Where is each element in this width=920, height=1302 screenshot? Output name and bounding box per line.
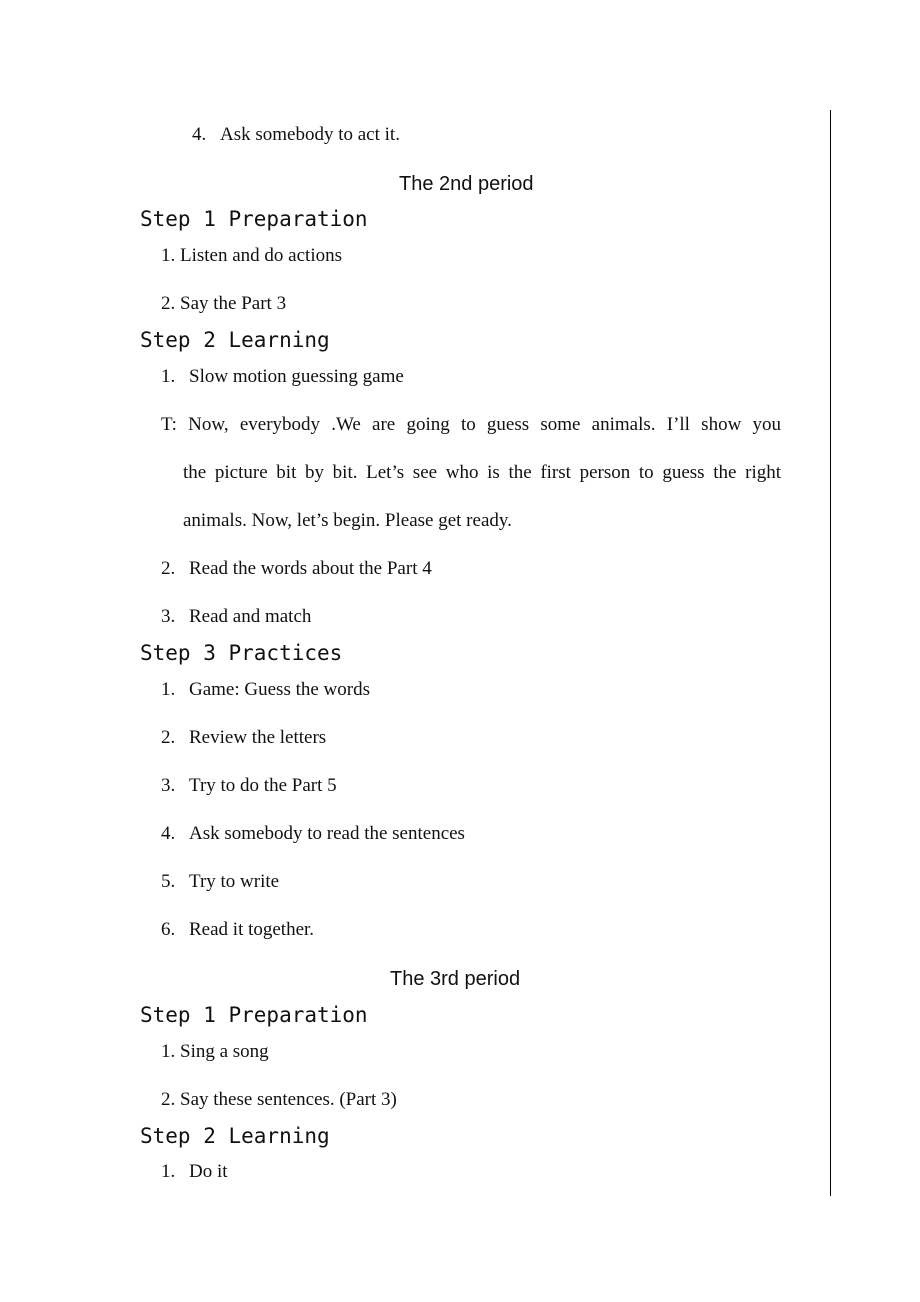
list-item <box>161 1161 228 1183</box>
item-number: 2. <box>161 727 176 748</box>
list-item <box>161 558 432 580</box>
list-item <box>161 679 370 701</box>
list-item <box>192 124 400 146</box>
item-text: Read and match <box>189 606 312 627</box>
item-text: Read it together. <box>189 919 315 940</box>
item-text: Game: Guess the words <box>189 679 370 700</box>
list-item <box>161 775 337 797</box>
dialog-line: T: Now, everybody .We are going to guess some animals. I’ll show you <box>161 414 781 435</box>
step-heading: Step 2 Learning <box>140 328 330 352</box>
item-number: 1. <box>161 366 176 387</box>
list-item <box>161 366 404 388</box>
step-heading: Step 1 Preparation <box>140 1003 368 1027</box>
list-item <box>161 823 465 845</box>
list-item <box>161 919 314 941</box>
dialog-line: the picture bit by bit. Let’s see who is the first person to guess the right <box>183 462 781 483</box>
dialog-line: animals. Now, let’s begin. Please get ready. <box>183 510 512 531</box>
item-number: 4. <box>161 823 176 844</box>
item-number: 6. <box>161 919 176 940</box>
item-number: 3. <box>161 775 176 796</box>
step-heading: Step 1 Preparation <box>140 207 368 231</box>
period-title: The 3rd period <box>390 968 521 990</box>
item-text: Ask somebody to act it. <box>220 124 400 145</box>
list-item: 1. Listen and do actions <box>161 245 342 266</box>
margin-rule <box>830 110 831 1196</box>
item-text: Try to write <box>189 871 280 892</box>
item-text: Review the letters <box>189 727 327 748</box>
list-item: 2. Say these sentences. (Part 3) <box>161 1089 397 1110</box>
list-item <box>161 727 326 749</box>
step-heading: Step 2 Learning <box>140 1124 330 1148</box>
list-item <box>161 871 279 893</box>
step-heading: Step 3 Practices <box>140 641 343 665</box>
item-number: 1. <box>161 679 176 700</box>
item-text: Slow motion guessing game <box>189 366 404 387</box>
item-number: 1. <box>161 1161 176 1182</box>
item-text: Read the words about the Part 4 <box>189 558 432 579</box>
item-text: Ask somebody to read the sentences <box>189 823 465 844</box>
item-number: 2. <box>161 558 176 579</box>
item-number: 3. <box>161 606 176 627</box>
period-title: The 2nd period <box>399 173 534 195</box>
item-number: 5. <box>161 871 176 892</box>
item-number: 4. <box>192 124 207 145</box>
item-text: Do it <box>189 1161 228 1182</box>
list-item: 2. Say the Part 3 <box>161 293 287 314</box>
item-text: Try to do the Part 5 <box>189 775 337 796</box>
list-item <box>161 606 311 628</box>
list-item: 1. Sing a song <box>161 1041 269 1062</box>
